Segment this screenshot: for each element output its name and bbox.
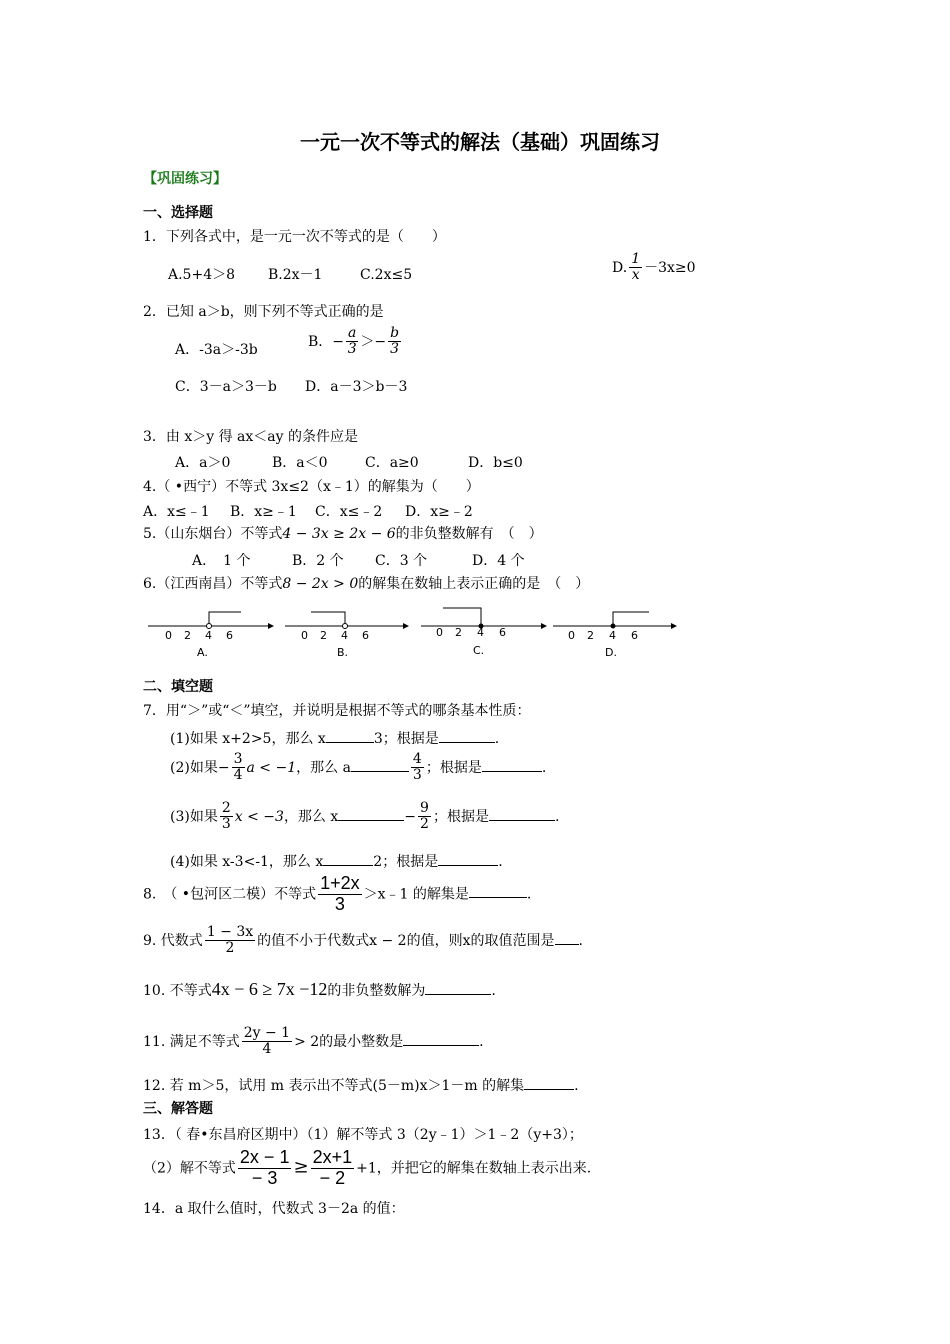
section-fill-heading: 二、填空题 <box>143 679 213 695</box>
q13-line-2: （2）解不等式 $\frac{2x - 1}{- 3}$ ≥ $\frac{2x+1}{- 2}$ +1，并把它的解集在数轴上表示出来. <box>143 1147 592 1188</box>
q10-expression: 4x − 6 ≥ 7x −12 <box>211 979 328 999</box>
tick-2: 2 <box>587 629 594 642</box>
q7-stem: 7．用“＞”或“＜”填空，并说明是根据不等式的哪条基本性质： <box>143 703 531 719</box>
q14: 14．a 取什么值时，代数式 3－2a 的值： <box>143 1201 405 1217</box>
q7-p2-fraction: $\frac{3}{4}$ <box>233 751 243 784</box>
q5-option-d: D．4 个 <box>472 553 525 569</box>
number-line-a <box>148 612 274 659</box>
q1-stem: 1．下列各式中，是一元一次不等式的是（ ） <box>143 229 446 245</box>
q3-option-c: C．a≥0 <box>365 455 419 471</box>
number-line-d <box>553 612 677 659</box>
page-title: 一元一次不等式的解法（基础）巩固练习 <box>300 130 660 154</box>
tick-0: 0 <box>165 629 172 642</box>
q5-option-a: A． 1 个 <box>192 553 251 569</box>
tick-6: 6 <box>226 629 233 642</box>
tick-4: 4 <box>341 629 348 642</box>
q1-d-suffix: －3x≥0 <box>644 259 696 276</box>
number-line-c <box>421 608 547 657</box>
q1-option-c: C.2x≤5 <box>360 267 413 283</box>
tick-4: 4 <box>477 626 484 639</box>
label-a: A. <box>197 646 208 659</box>
section-solve-heading: 三、解答题 <box>143 1101 213 1117</box>
q6-number-lines <box>143 604 683 664</box>
tick-2: 2 <box>455 626 462 639</box>
q7-part-4: (4)如果 x-3<-1，那么 x 2；根据是 . <box>170 854 503 870</box>
q12: 12. 若 m＞5，试用 m 表示出不等式(5－m)x＞1－m 的解集 . <box>143 1078 579 1094</box>
q6-stem: 6.（江西南昌）不等式8 − 2x > 0的解集在数轴上表示正确的是 （ ） <box>143 576 590 592</box>
section-tag: 【巩固练习】 <box>143 171 227 187</box>
label-c: C. <box>473 644 485 657</box>
q13-fraction-1: $\frac{2x - 1}{- 3}$ <box>239 1147 290 1188</box>
tick-0: 0 <box>301 629 308 642</box>
q2-b-fraction-2: $\frac{b}{3}$ <box>390 325 400 358</box>
q4-option-a: A．x≤﹣1 <box>143 504 210 520</box>
q7-p3-fraction-2: $\frac{9}{2}$ <box>420 800 429 833</box>
q5-stem: 5.（山东烟台）不等式4 − 3x ≥ 2x − 6的非负整数解有 （ ） <box>143 526 543 542</box>
q11-fraction: $\frac{2y - 1}{4}$ <box>243 1025 291 1058</box>
tick-6: 6 <box>499 626 506 639</box>
q3-option-a: A．a＞0 <box>175 455 231 471</box>
q2-b-fraction-1: $\frac{a}{3}$ <box>347 325 357 358</box>
q13-fraction-2: $\frac{2x+1}{- 2}$ <box>312 1147 353 1188</box>
q7-p2-fraction-2: $\frac{4}{3}$ <box>412 751 422 784</box>
q2-option-d: D．a－3＞b－3 <box>305 379 408 395</box>
q3-option-d: D．b≤0 <box>468 455 523 471</box>
q3-stem: 3．由 x＞y 得 ax＜ay 的条件应是 <box>143 429 359 445</box>
q9: 9. 代数式 $\frac{1 - 3x}{2}$ 的值不小于代数式x − 2的值，则x的取值范围是 . <box>143 924 583 957</box>
label-b: B. <box>337 646 349 659</box>
number-line-b <box>285 612 409 659</box>
q7-part-1: (1)如果 x+2>5，那么 x 3；根据是 . <box>170 731 500 747</box>
label-d: D. <box>605 646 617 659</box>
q4-option-d: D．x≥﹣2 <box>405 504 473 520</box>
q9-fraction: $\frac{1 - 3x}{2}$ <box>206 924 254 957</box>
q11: 11. 满足不等式 $\frac{2y - 1}{4}$ > 2的最小整数是 . <box>143 1025 484 1058</box>
tick-4: 4 <box>205 629 212 642</box>
q2-stem: 2．已知 a＞b，则下列不等式正确的是 <box>143 304 384 320</box>
tick-4: 4 <box>609 629 616 642</box>
q5-option-b: B．2 个 <box>292 553 344 569</box>
q4-option-b: B．x≥﹣1 <box>230 504 297 520</box>
q7-part-3: (3)如果 $\frac{2}{3}$ x < −3，那么 x − $\frac{9}{2}$ ；根据是 . <box>170 800 560 833</box>
tick-2: 2 <box>184 629 191 642</box>
tick-6: 6 <box>631 629 638 642</box>
q5-option-c: C．3 个 <box>375 553 428 569</box>
q3-option-b: B．a＜0 <box>272 455 328 471</box>
section-choice-heading: 一、选择题 <box>143 205 213 221</box>
q8-fraction: $\frac{1+2x}{3}$ <box>320 873 360 914</box>
q2-option-c: C．3－a＞3－b <box>175 379 277 395</box>
q1-option-d <box>612 252 696 284</box>
q6-expression: 8 − 2x > 0 <box>282 576 359 592</box>
q2-option-b: B．− $\frac{a}{3}$ ＞− $\frac{b}{3}$ <box>308 325 400 358</box>
q1-option-a: A.5+4＞8 <box>168 267 236 283</box>
q4-stem: 4.（ •西宁）不等式 3x≤2（x﹣1）的解集为（ ） <box>143 479 480 495</box>
q7-part-2: (2)如果− $\frac{3}{4}$ a < −1，那么 a $\frac{4}{3}$ ；根据是 . <box>170 751 547 784</box>
q1-d-prefix: D. <box>612 259 628 276</box>
q1-d-fraction: $\frac{1}{x}$ <box>631 251 641 284</box>
tick-6: 6 <box>362 629 369 642</box>
q4-option-c: C．x≤﹣2 <box>315 504 383 520</box>
tick-2: 2 <box>320 629 327 642</box>
q10: 10. 不等式4x − 6 ≥ 7x −12的非负整数解为 . <box>143 979 496 999</box>
tick-0: 0 <box>436 626 443 639</box>
q2-option-a: A．-3a＞-3b <box>175 342 258 358</box>
q13-line-1: 13．（ 春•东昌府区期中）（1）解不等式 3（2y﹣1）＞1﹣2（y+3）； <box>143 1127 583 1143</box>
q8: 8. （ •包河区二模）不等式 $\frac{1+2x}{3}$ ＞x﹣1 的解集是 . <box>143 873 532 914</box>
q5-expression: 4 − 3x ≥ 2x − 6 <box>282 526 396 542</box>
q7-p3-fraction: $\frac{2}{3}$ <box>221 800 231 833</box>
q1-option-b: B.2x－1 <box>268 267 323 283</box>
tick-0: 0 <box>568 629 575 642</box>
